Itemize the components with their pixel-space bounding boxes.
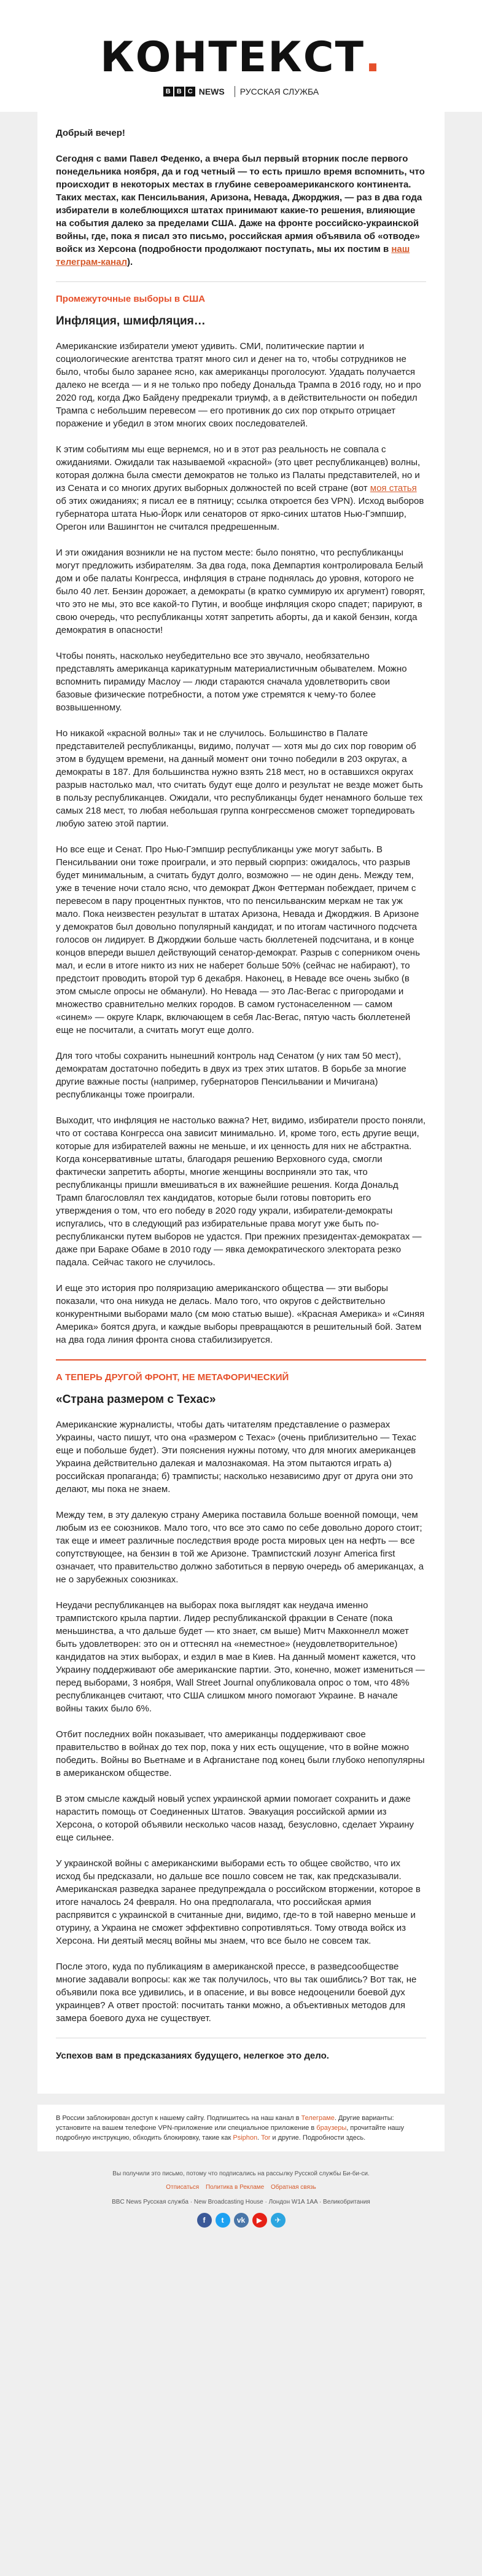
facebook-icon[interactable]: f xyxy=(197,2213,212,2228)
paragraph: К этим событиям мы еще вернемся, но и в этот раз реальность не совпала с ожиданиями. Ожидали так называемой «красной» (это цвет республиканцев) волны, которая должна была смести демократов не только из Палаты представителей, но и из Сената и со многих других выборных должностей по всей стране (вот моя статья об этих ожиданиях; я писал ее в пятницу; ссылка откроется без VPN). Исход выборов губернатора штата Нью-Йорк или сенаторов от ярко-синих штатов Нью-Гэмпшир, Орегон или Вашингтон не считался предрешенным. xyxy=(56,444,424,532)
paragraph: В этом смысле каждый новый успех украинской армии помогает сохранить и даже нарастить помощь от Соединенных Штатов. Эвакуация российской армии из Херсона, о которой объявили несколько часов назад, безусловно, сделает Украину еще сильнее. xyxy=(56,1794,414,1843)
blocking-notice: В России заблокирован доступ к нашему сайту. Подпишитесь на наш канал в Телеграме. Другие варианты: установите на вашем телефоне VPN-приложение или специальное приложение в браузеры, прочитайте нашу подробную инструкцию, обходить блокировку, такие как Psiphon. Tor и другие. Подробности здесь. xyxy=(37,2105,445,2151)
feedback-link[interactable]: Обратная связь xyxy=(271,2184,316,2191)
my-article-link[interactable]: моя статья xyxy=(370,483,417,493)
bbc-news-branding xyxy=(0,86,482,97)
paragraph: Американские избиратели умеют удивить. СМИ, политические партии и социологические агентства тратят много сил и денег на то, чтобы сотрудников не было, чтобы было заранее ясно, как американцы проголосуют. Удадать получается далеко не всегда — и я не только про победу Дональда Трампа в 2016 году, но и про 2020 год, когда Джо Байдену предрекали триумф, а в действительности он победил Трампа с небольшим перевесом — его противник до сих пор открыто отрицает поражение и убедил в этом многих своих последователей. xyxy=(56,341,421,429)
paragraph: Американские журналисты, чтобы дать читателям представление о размерах Украины, часто пишут, что она «размером с Техас» (очень приблизительно — Техас еще и побольше будет). Эти пояснения нужны потому, что для многих американцев Украина действительно далекая и малознакомая. На этом пытаются играть а) российская пропаганда; б) трамписты; насколько независимо друг от друга они это делают, мы пока не знаем. xyxy=(56,1420,416,1494)
telegram-link[interactable]: Телеграме xyxy=(301,2115,335,2122)
paragraph: Но все еще и Сенат. Про Нью-Гэмпшир республиканцы уже могут забыть. В Пенсильвании они тоже проиграли, и это первый сюрприз: ожидалось, что разрыв будет минимальным, а считать будут долго, возможно — не один день. Между тем, уже в течение ночи стало ясно, что демократ Джон Феттерман побеждает, причем с перевесом в пару процентных пунктов, что по пенсильванским меркам не так уж мало. Пока неизвестен результат в штатах Аризона, Невада и Джорджия. В Аризоне у демократов был довольно популярный кандидат, и по итогам частичного подсчета голосов он лидирует. В Джорджии больше часть бюллетеней подсчитана, и в конце концов впереди вышел действующий сенатор-демократ. Разрыв с соперником очень мал, и если в итоге никто из них не наберет больше 50% (сейчас не набирают), то предстоит проводить второй тур 6 декабря. Наконец, в Неваде все очень зыбко (в этом смысле опросы не обманули). Но Невада — это Лас-Вегас с пригородами и множество сравнительно мелких городов. В самом густонаселенном — самом «синем» — округе Кларк, включающем в себя Лас-Вегас, пятую часть бюллетеней еще не посчитали, а считать могут еще долго. xyxy=(56,844,420,1035)
section-heading-inflation: Инфляция, шмифляция… xyxy=(56,315,206,328)
intro-paragraph: Сегодня с вами Павел Феденко, а вчера был первый вторник после первого понедельника ноября, да и год четный — то есть пришло время вспомнить, что происходит в некоторых местах в глубине североамериканского континента. Таких местах, как Пенсильвания, Аризона, Невада, Джорджия, — раз в два года избиратели в колеблющихся штатах принимают какие-то решения, влияющие на события далеко за пределами США. Даже на фронте российско-украинской войны, где, пока я писал это письмо, российская армия объявила об «отводе» войск из Херсона (подробности продолжают поступать, мы их постим в наш телеграм-канал). xyxy=(56,154,425,267)
closing-line: Успехов вам в предсказаниях будущего, нелегкое это дело. xyxy=(56,2051,329,2061)
section-label-front: А ТЕПЕРЬ ДРУГОЙ ФРОНТ, НЕ МЕТАФОРИЧЕСКИЙ xyxy=(56,1372,289,1383)
section-heading-texas: «Страна размером с Техас» xyxy=(56,1393,216,1406)
footer-links xyxy=(37,2183,445,2192)
paragraph: Чтобы понять, насколько неубедительно все это звучало, необязательно представлять американца карикатурным материалистичным обывателем. Можно вспомнить пирамиду Маслоу — люди стараются сначала удовлетворить свои базовые физические потребности, а потом уже стремятся к чему-то более возвышенному. xyxy=(56,651,407,713)
youtube-icon[interactable]: ▶ xyxy=(252,2213,267,2228)
bbc-news-label: NEWS xyxy=(198,87,225,96)
kontekst-logo: КОНТЕКСТ. xyxy=(100,33,382,82)
bbc-logo: B B C xyxy=(163,87,195,96)
service-name: РУССКАЯ СЛУЖБА xyxy=(239,87,319,96)
unsubscribe-link[interactable]: Отписаться xyxy=(166,2184,200,2191)
paragraph: Неудачи республиканцев на выборах пока выглядят как неудача именно трампистского крыла партии. Лидер республиканской фракции в Сенате (пока меньшинства, а что дальше будет — кто знает, см выше) Митч Макконнелл может быть удовлетворен: это он и оттеснял на «неместное» (неудовлетворительное) кандидатов на этих выборах, и ездил в мае в Киев. На данный момент кажется, что Украину поддерживают обе американские партии. Это, конечно, может измениться — перед выборами, 3 ноября, Wall Street Journal опубликовала опрос о том, что 48% республиканцев считают, что США слишком много помогают Украине. В начале войны таких было 6%. xyxy=(56,1600,425,1714)
paragraph: После этого, куда по публикациям в американской прессе, в разведсообществе многие задавали вопросы: как же так получилось, что вы так ошиблись? Вот так, не объявили пока все удивились, и в опасение, и вы вовсе недооценили боевой дух украинцев? А ответ простой: посчитать танки можно, а объективных методов для замера боевого духа не существует. xyxy=(56,1961,417,2024)
paragraph: Между тем, в эту далекую страну Америка поставила больше военной помощи, чем любым из ее союзников. Мало того, что все это само по себе довольно дорого стоит; так еще и имеет различные последствия вроде роста мировых цен на нефть — все сопутствующее, на бензин в той же Аризоне. Трампистский лозунг America first означает, что правительство должно заботиться в первую очередь об американцах, а не о зарубежных союзниках. xyxy=(56,1510,424,1585)
tor-link[interactable]: Tor xyxy=(261,2134,271,2142)
browsers-link[interactable]: браузеры xyxy=(316,2124,347,2132)
twitter-icon[interactable]: t xyxy=(216,2213,230,2228)
paragraph: И эти ожидания возникли не на пустом месте: было понятно, что республиканцы могут предложить избирателям. За два года, пока Демпартия контролировала Белый дом и обе палаты Конгресса, инфляция в стране поднялась до уровня, которого не было 40 лет. Бензин дорожает, а демократы (в кратко суммирую их аргумент) говорят, что это не мы, это все какой-то Путин, и вообще инфляция скоро спадет; парируют, в свою очередь, что республиканцы хотят запретить аборты, да и какой бензин, когда демократия в опасности! xyxy=(56,548,426,635)
newsletter-header xyxy=(0,0,482,112)
section-divider-orange xyxy=(56,1359,426,1361)
paragraph: И еще это история про поляризацию американского общества — эти выборы показали, что она никуда не делась. Мало того, что округов с действительно конкурентными выборами мало (см мою статью выше). «Красная Америка» и «Синяя Америка» боятся друга, и каждые выборы превращаются в решительный бой. Затем на два года линия фронта снова стабилизируется. xyxy=(56,1283,425,1345)
newsletter-body xyxy=(37,112,445,2094)
paragraph: У украинской войны с американскими выборами есть то общее свойство, что их исход бы предсказали, но дальше все пошло совсем не так, как предсказывали. Американская разведка заранее предупреждала о российском вторжении, которое в итоге началось 24 февраля. Но она предполагала, что российская армия распрявится с украинской в считанные дни, видимо, где-то в той наверно меньше и отурину, а Украина не сможет эффективно сопротивляться. Тому отвода войск из Херсона. Ни деятый месяц войны мы знаем, что все было не совсем так. xyxy=(56,1858,421,1946)
telegram-channel-link[interactable]: наш телеграм-канал xyxy=(56,244,410,267)
vk-icon[interactable]: vk xyxy=(234,2213,249,2228)
section-label-midterms: Промежуточные выборы в США xyxy=(56,294,206,304)
paragraph: Но никакой «красной волны» так и не случилось. Большинство в Палате представителей республиканцы, видимо, получат — хотя мы до сих пор говорим об этом в будущем времени, на данный момент они точно победили в 203 округах, а демократы в 187. Для большинства нужно взять 218 мест, но в оставшихся округах разрыв настолько мал, что считать будут еще долго и результат не везде может быть в пользу республиканцев. Ожидали, что республиканцы будет ненамного больше тех самых 218 мест, то любая небольшая группа конгрессменов сможет торпедировать любую затею этой партии. xyxy=(56,728,423,829)
policy-link[interactable]: Политика в Рекламе xyxy=(205,2184,265,2191)
footer-address: BBC News Русская служба · New Broadcasting House · Лондон W1A 1AA · Великобритания xyxy=(112,2199,370,2205)
greeting: Добрый вечер! xyxy=(56,128,125,138)
subscription-note: Вы получили это письмо, потому что подписались на рассылку Русской службы Би-би-си. xyxy=(112,2170,370,2177)
section-divider xyxy=(56,281,426,282)
telegram-icon[interactable]: ✈ xyxy=(271,2213,286,2228)
paragraph: Отбит последних войн показывает, что американцы поддерживают свое правительство в войнах до тех пор, пока у них есть ощущение, что в войне можно победить. Войны во Вьетнаме и в Афганистане под конец были глубоко непопулярны в американском обществе. xyxy=(56,1729,425,1778)
paragraph: Выходит, что инфляция не настолько важна? Нет, видимо, избиратели просто поняли, что от состава Конгресса она зависит минимально. И, кроме того, есть другие вещи, которые для избирателей важны не меньше, и их ценность для них не абстрактна. Когда консервативные штаты, благодаря решению Верховного суда, смогли фактически запретить аборты, многие женщины восприняли это так, что республиканцы пришли вмешиваться в их важнейшие решения. Когда Дональд Трамп благословлял тех кандидатов, которые были готовы повторить его утверждения о том, что его победу в 2020 году украли, избиратели-демократы испугались, что в следующий раз избирательные права могут уже быть по-республикански путем выборов не удастся. При прежних президентах-демократах — даже при Бараке Обаме в 2010 году — явка демократического электората резко падала. Сейчас такого не случилось. xyxy=(56,1115,426,1268)
newsletter-footer xyxy=(37,2151,445,2228)
social-icons xyxy=(37,2213,445,2228)
paragraph: Для того чтобы сохранить нынешний контроль над Сенатом (у них там 50 мест), демократам достаточно победить в двух из трех этих штатов. В борьбе за многие другие важные посты (например, губернаторов Пенсильвании и Мичигана) республиканцы тоже проиграли. xyxy=(56,1051,406,1100)
psiphon-link[interactable]: Psiphon xyxy=(233,2134,258,2142)
